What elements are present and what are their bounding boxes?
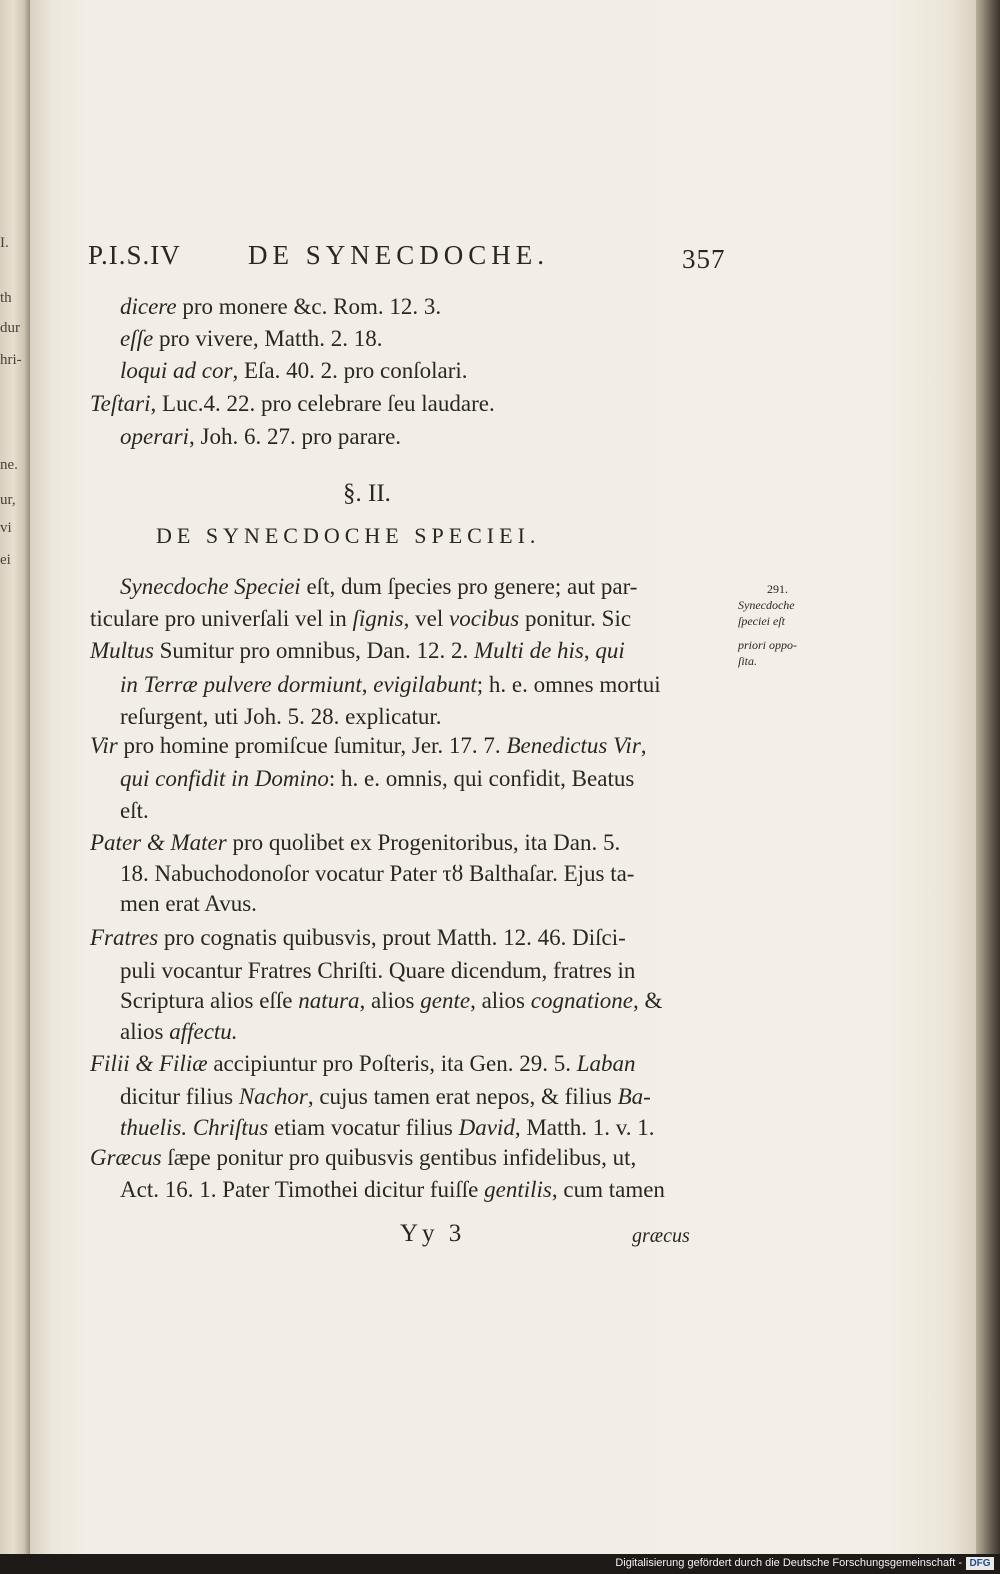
text-run: Scriptura alios eſſe: [120, 988, 299, 1013]
text-run: ,: [640, 733, 647, 758]
text-line: [120, 1083, 651, 1111]
italic-run: Vir: [90, 733, 118, 758]
page-number: 357: [682, 244, 726, 274]
running-head-left: P.I.S.IV: [88, 240, 181, 270]
previous-page-fragment: ei: [0, 552, 11, 568]
italic-run: affectu.: [169, 1019, 238, 1044]
italic-run: gente: [420, 988, 471, 1013]
text-line: [120, 293, 441, 321]
italic-run: Fratres: [90, 925, 159, 950]
marginal-note-number: 291.: [767, 582, 788, 596]
text-run: , Eſa. 40. 2. pro conſolari.: [232, 358, 468, 383]
section-heading: DE SYNECDOCHE SPECIEI.: [156, 523, 541, 548]
text-run: puli vocantur Fratres Chriſti. Quare dicendum, fratres in: [120, 958, 636, 983]
signature-mark: Yy 3: [400, 1220, 466, 1247]
text-run: , alios: [359, 988, 421, 1013]
text-run: men erat Avus.: [120, 891, 257, 916]
text-run: ,: [583, 638, 596, 663]
italic-run: eſſe: [120, 326, 154, 351]
previous-page-fragment: ne.: [0, 457, 18, 473]
italic-run: Benedictus Vir: [506, 733, 641, 758]
text-line: [120, 987, 662, 1015]
digitization-banner-text: Digitalisierung gefördert durch die Deutsche Forschungsgemeinschaft -: [615, 1557, 962, 1569]
text-line: [120, 325, 383, 353]
text-run: , cujus tamen erat nepos, & filius: [307, 1084, 618, 1109]
dfg-logo: DFG: [966, 1557, 994, 1570]
text-run: pro monere &c. Rom. 12. 3.: [176, 294, 442, 319]
text-run: alios: [120, 1019, 170, 1044]
italic-run: Synecdoche Speciei: [120, 574, 301, 599]
text-run: ,: [361, 672, 374, 697]
italic-run: Laban: [576, 1051, 636, 1076]
marginal-note-line: priori oppo-: [738, 638, 798, 652]
text-run: ; h. e. omnes mortui: [476, 672, 661, 697]
text-run: Sumitur pro omnibus, Dan. 12. 2.: [153, 638, 474, 663]
text-run: , Luc.4. 22. pro celebrare ſeu laudare.: [150, 391, 495, 416]
section-number: §. II.: [343, 480, 391, 507]
italic-run: Multus: [90, 638, 154, 663]
text-run: , vel: [403, 606, 449, 631]
previous-page-edge: [0, 0, 30, 1574]
text-line: [120, 703, 442, 731]
text-run: , Matth. 1. v. 1.: [514, 1115, 655, 1140]
italic-run: Ba-: [617, 1084, 651, 1109]
italic-run: cognatione: [530, 988, 633, 1013]
italic-run: qui confidit in Domino: [120, 766, 329, 791]
text-line: [120, 765, 634, 793]
text-line: [90, 1050, 636, 1078]
text-run: Act. 16. 1. Pater Timothei dicitur fuiſſe: [120, 1177, 485, 1202]
marginal-note-line: Synecdoche: [738, 598, 795, 612]
text-line: [90, 637, 625, 665]
previous-page-fragment: hri-: [0, 352, 22, 368]
text-line: [90, 829, 620, 857]
text-run: , &: [632, 988, 663, 1013]
text-run: reſurgent, uti Joh. 5. 28. explicatur.: [120, 704, 442, 729]
italic-run: Pater & Mater: [90, 830, 227, 855]
italic-run: vocibus: [448, 606, 520, 631]
marginal-note-line: ſpeciei eſt: [738, 614, 785, 628]
page-edge-shadow: [976, 0, 1000, 1574]
text-run: pro homine promiſcue ſumitur, Jer. 17. 7.: [117, 733, 507, 758]
previous-page-fragment: dur: [0, 320, 20, 336]
text-run: ponitur. Sic: [519, 606, 632, 631]
text-line: [120, 860, 634, 888]
text-line: [120, 1114, 655, 1142]
italic-run: qui: [595, 638, 625, 663]
text-line: [90, 390, 495, 418]
text-line: [120, 957, 635, 985]
book-page: [30, 0, 976, 1574]
italic-run: natura: [298, 988, 360, 1013]
italic-run: in Terræ pulvere dormiunt: [120, 672, 362, 697]
text-run: pro quolibet ex Progenitoribus, ita Dan. 5.: [226, 830, 621, 855]
text-run: pro cognatis quibusvis, prout Matth. 12. 46. Diſci-: [158, 925, 626, 950]
text-run: , Joh. 6. 27. pro parare.: [189, 424, 402, 449]
text-line: [120, 1176, 665, 1204]
text-run: : h. e. omnis, qui confidit, Beatus: [328, 766, 635, 791]
italic-run: loqui ad cor: [120, 358, 233, 383]
italic-run: Filii & Filiæ: [90, 1051, 208, 1076]
text-run: dicitur filius: [120, 1084, 239, 1109]
italic-run: gentilis: [484, 1177, 552, 1202]
text-run: ſæpe ponitur pro quibusvis gentibus infidelibus, ut,: [161, 1145, 637, 1170]
italic-run: David: [458, 1115, 515, 1140]
italic-run: Teſtari: [90, 391, 151, 416]
text-line: [90, 605, 631, 633]
italic-run: operari: [120, 424, 189, 449]
text-line: [120, 573, 637, 601]
text-run: ticulare pro univerſali vel in: [90, 606, 353, 631]
italic-run: Multi de his: [473, 638, 584, 663]
catchword: græcus: [632, 1225, 690, 1247]
text-run: accipiuntur pro Poſteris, ita Gen. 29. 5.: [207, 1051, 577, 1076]
italic-run: dicere: [120, 294, 177, 319]
text-line: [120, 890, 257, 918]
text-line: [90, 1144, 636, 1172]
italic-run: Chriſtus: [192, 1115, 269, 1140]
text-run: etiam vocatur filius: [268, 1115, 459, 1140]
italic-run: evigilabunt: [373, 672, 477, 697]
text-line: [90, 924, 626, 952]
previous-page-fragment: vi: [0, 520, 12, 536]
text-line: [120, 423, 401, 451]
italic-run: Nachor: [238, 1084, 308, 1109]
text-run: eſt.: [120, 798, 149, 823]
text-line: [120, 1018, 238, 1046]
text-run: , cum tamen: [551, 1177, 665, 1202]
text-line: [120, 671, 661, 699]
italic-run: Græcus: [90, 1145, 162, 1170]
text-line: [120, 357, 468, 385]
text-run: pro vivere, Matth. 2. 18.: [153, 326, 383, 351]
text-run: 18. Nabuchodonoſor vocatur Pater τȣ Balthaſar. Ejus ta-: [120, 861, 635, 886]
text-line: [120, 797, 149, 825]
previous-page-fragment: th: [0, 290, 12, 306]
running-head-title: DE SYNECDOCHE.: [248, 240, 550, 270]
italic-run: thuelis.: [120, 1115, 188, 1140]
text-line: [90, 732, 647, 760]
text-run: eſt, dum ſpecies pro genere; aut par-: [300, 574, 638, 599]
previous-page-fragment: I.: [0, 235, 9, 251]
marginal-note-line: ſita.: [738, 654, 758, 668]
text-run: , alios: [470, 988, 531, 1013]
previous-page-fragment: ur,: [0, 492, 16, 508]
italic-run: ſignis: [352, 606, 404, 631]
